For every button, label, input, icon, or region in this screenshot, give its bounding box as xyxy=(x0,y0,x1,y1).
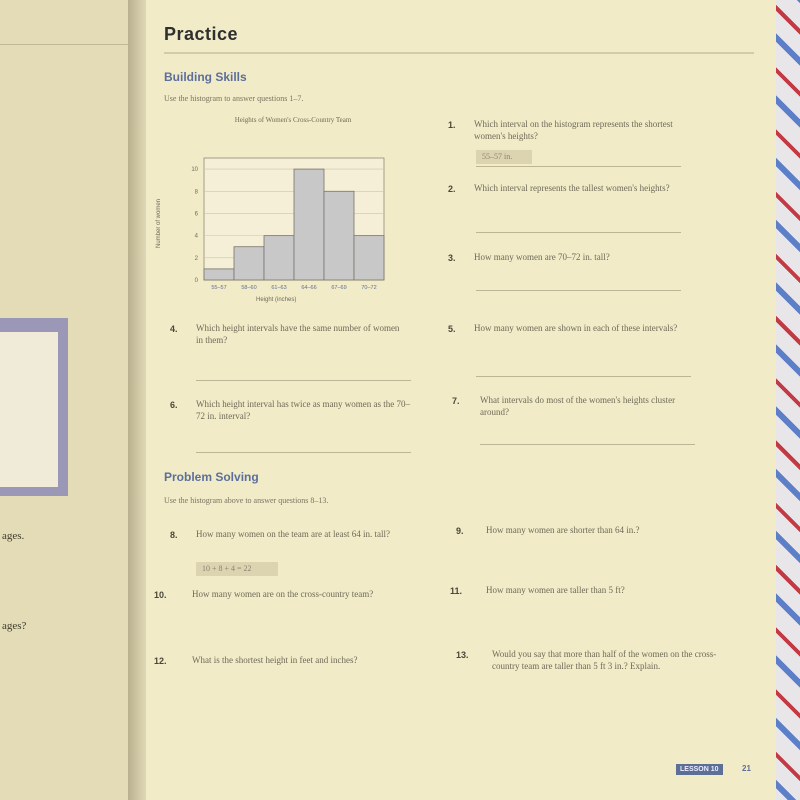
question-number: 2. xyxy=(448,184,456,194)
question-number: 7. xyxy=(452,396,460,406)
chart-bar xyxy=(204,269,234,280)
page-number: 21 xyxy=(742,764,751,773)
chart-y-tick-label: 8 xyxy=(194,189,198,196)
chart-y-tick-label: 4 xyxy=(194,233,198,240)
question-text: Would you say that more than half of the women on the cross-country team are taller than 5 ft 3 in.? Explain. xyxy=(492,649,717,671)
answer-line[interactable] xyxy=(480,444,695,445)
chart-y-tick-label: 6 xyxy=(194,211,198,218)
chart-x-tick-label: 67–69 xyxy=(331,285,347,291)
question-text: What intervals do most of the women's heights cluster around? xyxy=(480,395,676,417)
question-number: 12. xyxy=(154,656,167,666)
question-number: 5. xyxy=(448,324,456,334)
chart-x-axis-label: Height (inches) xyxy=(256,297,297,303)
chart-y-tick-label: 0 xyxy=(194,278,198,284)
chart-bar xyxy=(234,247,264,280)
chart-y-axis-label: Number of women xyxy=(156,198,162,248)
left-page-rule xyxy=(0,44,130,45)
chart-x-tick-label: 55–57 xyxy=(211,285,227,291)
question-number: 10. xyxy=(154,590,167,600)
chart-bar xyxy=(354,236,384,280)
question-number: 8. xyxy=(170,530,178,540)
answer-line[interactable] xyxy=(476,376,691,377)
question-text: Which height intervals have the same number of women in them? xyxy=(196,323,400,345)
section-instruction: Use the histogram above to answer questions 8–13. xyxy=(164,496,329,505)
question-text: What is the shortest height in feet and inches? xyxy=(192,655,358,665)
chart-bar xyxy=(294,169,324,280)
section-instruction: Use the histogram to answer questions 1–7. xyxy=(164,94,304,103)
left-page-photo xyxy=(0,332,58,487)
answer-box[interactable]: 55–57 in. xyxy=(476,150,532,164)
chart-title: Heights of Women's Cross-Country Team xyxy=(234,116,352,124)
chart-x-tick-label: 70–72 xyxy=(361,285,377,291)
question-number: 9. xyxy=(456,526,464,536)
question-number: 6. xyxy=(170,400,178,410)
question-text: How many women are shorter than 64 in.? xyxy=(486,525,640,535)
histogram-chart xyxy=(174,150,394,300)
answer-line[interactable] xyxy=(476,166,681,167)
question-number: 1. xyxy=(448,120,456,130)
section-heading-building-skills: Building Skills xyxy=(164,70,247,84)
question-text: How many women are on the cross-country team? xyxy=(192,589,374,599)
chart-x-tick-label: 58–60 xyxy=(241,285,257,291)
question-number: 4. xyxy=(170,324,178,334)
question-number: 11. xyxy=(450,586,463,596)
answer-line[interactable] xyxy=(196,380,411,381)
left-page-text: ages? xyxy=(2,620,27,632)
page-title: Practice xyxy=(164,24,239,44)
question-text: How many women on the team are at least 64 in. tall? xyxy=(196,529,390,539)
question-text: How many women are 70–72 in. tall? xyxy=(474,252,610,262)
question-text: How many women are taller than 5 ft? xyxy=(486,585,625,595)
question-text: Which interval on the histogram represents the shortest women's heights? xyxy=(474,119,673,141)
question-number: 3. xyxy=(448,253,456,263)
left-page xyxy=(0,0,130,800)
section-heading-problem-solving: Problem Solving xyxy=(164,470,259,484)
answer-line[interactable] xyxy=(476,232,681,233)
question-text: How many women are shown in each of these intervals? xyxy=(474,323,678,333)
chart-bar xyxy=(264,236,294,280)
chart-x-tick-label: 64–66 xyxy=(301,285,317,291)
left-page-text: ages. xyxy=(2,530,25,542)
worksheet-page xyxy=(146,0,776,800)
chart-bar xyxy=(324,191,354,280)
chart-y-tick-label: 10 xyxy=(191,167,198,174)
lesson-badge: LESSON 10 xyxy=(676,764,723,775)
answer-box[interactable]: 10 + 8 + 4 = 22 xyxy=(196,562,278,576)
title-rule xyxy=(164,52,754,54)
answer-line[interactable] xyxy=(196,452,411,453)
question-text: Which height interval has twice as many women as the 70–72 in. interval? xyxy=(196,399,410,421)
question-number: 13. xyxy=(456,650,469,660)
chart-y-tick-label: 2 xyxy=(194,255,198,262)
chart-x-tick-label: 61–63 xyxy=(271,285,287,291)
answer-line[interactable] xyxy=(476,290,681,291)
question-text: Which interval represents the tallest women's heights? xyxy=(474,183,670,193)
